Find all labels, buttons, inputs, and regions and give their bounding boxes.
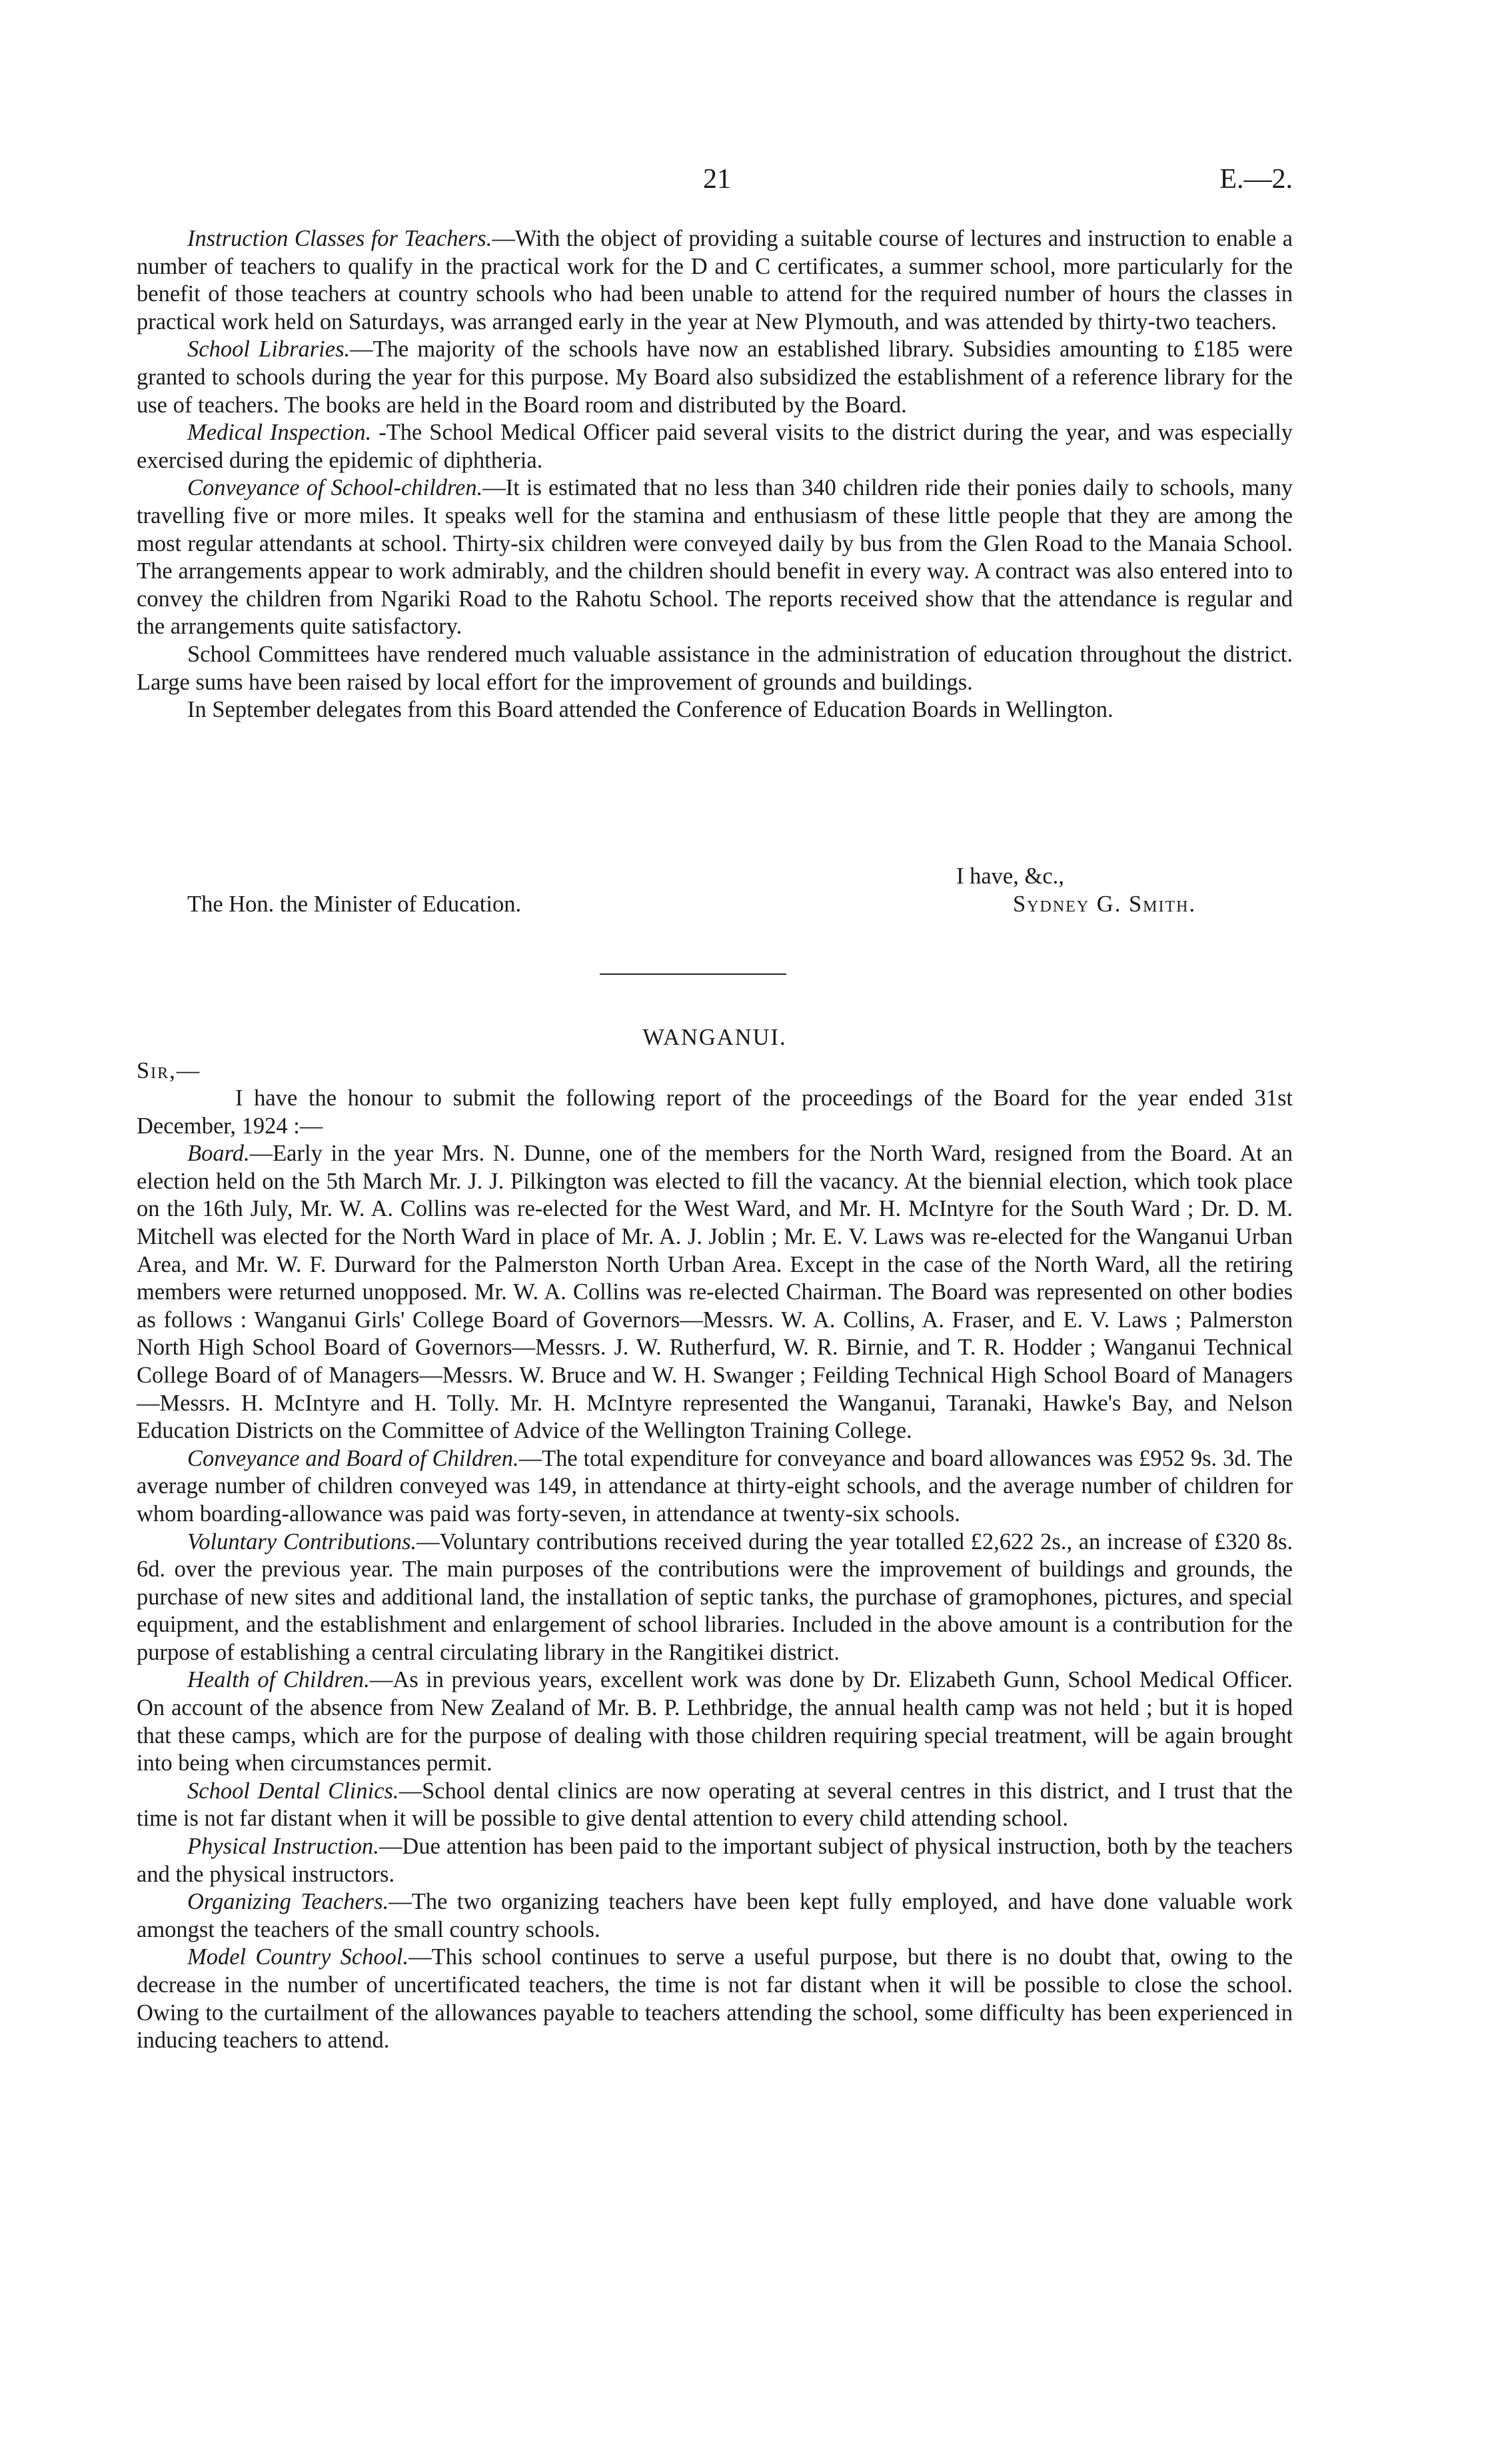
paragraph-text: —The total expenditure for conveyance and board allowances was £952 9s. 3d. The average number of children conveyed was 149, in attendance at thirty-eight schools, and the average number of children for whom boarding-allowance was paid was forty-seven, in attendance at twenty-six schools. xyxy=(137,1445,1293,1527)
paragraph-heading: Organizing Teachers. xyxy=(187,1889,389,1915)
paragraph-text: —It is estimated that no less than 340 children ride their ponies daily to schools, many travelling five or more miles. It speaks well for the stamina and enthusiasm of these little people that they are among the most regular attendants at school. Thirty-six children were conveyed daily by bus from the Glen Road to the Manaia School. The arrangements appear to work admirably, and the children should benefit in every way. A contract was also entered into to convey the children from Ngariki Road to the Rahotu School. The reports received show that the attendance is regular and the arrangements quite satisfactory. xyxy=(137,475,1293,640)
paragraph-board xyxy=(137,1140,1293,1445)
paragraph-heading: Medical Inspection. xyxy=(187,420,372,446)
paragraph-heading: Model Country School. xyxy=(187,1944,409,1970)
paragraph-medical-inspection xyxy=(137,419,1293,474)
paragraph-organizing-teachers xyxy=(137,1888,1293,1944)
paragraph-instruction-classes xyxy=(137,225,1293,336)
paragraph-text: —As in previous years, excellent work was done by Dr. Elizabeth Gunn, School Medical Officer. On account of the absence from New Zealand of Mr. B. P. Lethbridge, the annual health camp was not held ; but it is hoped that these camps, which are for the purpose of dealing with those children requiring special treatment, will be again brought into being when circumstances permit. xyxy=(137,1667,1293,1776)
paragraph-dental-clinics xyxy=(137,1778,1293,1833)
paragraph-text: —The majority of the schools have now an established library. Subsidies amounting to £185 were granted to schools during the year for this purpose. My Board also subsidized the establishment of a reference library for the use of teachers. The books are held in the Board room and distributed by the Board. xyxy=(137,336,1293,418)
paragraph-heading: School Libraries. xyxy=(187,336,351,362)
paragraph-heading: Instruction Classes for Teachers. xyxy=(187,226,492,251)
paragraph-model-country-school xyxy=(137,1944,1293,2054)
wanganui-body xyxy=(137,1085,1293,2055)
page-header xyxy=(137,163,1293,203)
paragraph-text: -The School Medical Officer paid several visits to the district during the year, and was especially exercised during the epidemic of diphtheria. xyxy=(137,420,1293,473)
paragraph-school-libraries xyxy=(137,336,1293,419)
page-number: 21 xyxy=(703,164,731,195)
paragraph-text: —School dental clinics are now operating at several centres in this district, and I trust that the time is not far distant when it will be possible to give dental attention to every child attending school. xyxy=(137,1778,1293,1832)
paragraph-heading: Health of Children. xyxy=(187,1667,370,1693)
section-divider xyxy=(600,973,786,975)
paragraph-text: —This school continues to serve a useful purpose, but there is no doubt that, owing to the decrease in the number of uncertificated teachers, the time is not far distant when it will be possible to close the school. Owing to the curtailment of the allowances payable to teachers attending the school, some difficulty has been experienced in inducing teachers to attend. xyxy=(137,1944,1293,2054)
paragraph-heading: Board. xyxy=(187,1141,250,1167)
paragraph-heading: Physical Instruction. xyxy=(187,1834,379,1860)
paragraph-text: In September delegates from this Board attended the Conference of Education Boards in Wellington. xyxy=(187,697,1114,723)
addressee: The Hon. the Minister of Education. xyxy=(187,892,522,917)
paragraph-heading: School Dental Clinics. xyxy=(187,1778,399,1804)
paragraph-school-committees xyxy=(137,641,1293,696)
paragraph-text: —Voluntary contributions received during the year totalled £2,622 2s., an increase of £320 8s. 6d. over the previous year. The main purposes of the contributions were the improvement of buildings and grounds, the purchase of new sites and additional land, the installation of septic tanks, the purchase of gramophones, pictures, and special equipment, and the establishment and enlargement of school libraries. Included in the above amount is a contribution for the purpose of establishing a central circulating library in the Rangitikei district. xyxy=(137,1529,1293,1665)
intro-paragraph: I have the honour to submit the following report of the proceedings of the Board for the year ended 31st December, 1924 :— xyxy=(137,1085,1293,1139)
paragraph-health-of-children xyxy=(137,1666,1293,1777)
paragraph-text: —The two organizing teachers have been kept fully employed, and have done valuable work amongst the teachers of the small country schools. xyxy=(137,1889,1293,1942)
paragraph-heading: Conveyance of School-children. xyxy=(187,475,483,501)
top-section-body xyxy=(137,225,1293,724)
signature: Sydney G. Smith. xyxy=(1013,892,1197,917)
section-title: WANGANUI. xyxy=(642,1025,787,1050)
paragraph-conveyance xyxy=(137,474,1293,641)
paragraph-text: —Due attention has been paid to the important subject of physical instruction, both by the teachers and the physical instructors. xyxy=(137,1834,1293,1887)
document-reference: E.—2. xyxy=(1219,164,1293,195)
paragraph-conveyance-board xyxy=(137,1445,1293,1529)
paragraph-physical-instruction xyxy=(137,1833,1293,1888)
paragraph-text: School Committees have rendered much valuable assistance in the administration of education throughout the district. Large sums have been raised by local effort for the improvement of grounds and buildings. xyxy=(137,641,1293,695)
paragraph-heading: Voluntary Contributions. xyxy=(187,1529,417,1554)
salutation: Sir,— xyxy=(137,1058,201,1083)
paragraph-conference xyxy=(137,696,1293,724)
closing-line: I have, &c., xyxy=(956,864,1064,889)
paragraph-text: —With the object of providing a suitable course of lectures and instruction to enable a number of teachers to qualify in the practical work for the D and C certificates, a summer school, more particularly for the benefit of those teachers at country schools who had been unable to attend for the required number of hours the classes in practical work held on Saturdays, was arranged early in the year at New Plymouth, and was attended by thirty-two teachers. xyxy=(137,226,1293,334)
paragraph-text: —Early in the year Mrs. N. Dunne, one of the members for the North Ward, resigned from the Board. At an election held on the 5th March Mr. J. J. Pilkington was elected to fill the vacancy. At the biennial election, which took place on the 16th July, Mr. W. A. Collins was re-elected for the West Ward, and Mr. H. McIntyre for the South Ward ; Dr. D. M. Mitchell was elected for the North Ward in place of Mr. A. J. Joblin ; Mr. E. V. Laws was re-elected for the Wanganui Urban Area, and Mr. W. F. Durward for the Palmerston North Urban Area. Except in the case of the North Ward, all the retiring members were returned unopposed. Mr. W. A. Collins was re-elected Chairman. The Board was represented on other bodies as follows : Wanganui Girls' College Board of Governors—Messrs. W. A. Collins, A. Fraser, and E. V. Laws ; Palmerston North High School Board of Governors—Messrs. J. W. Rutherfurd, W. R. Birnie, and T. R. Hodder ; Wanganui Technical College Board of of Managers—Messrs. W. Bruce and W. H. Swanger ; Feilding Technical High School Board of Managers—Messrs. H. McIntyre and H. Tolly. Mr. H. McIntyre represented the Wanganui, Taranaki, Hawke's Bay, and Nelson Education Districts on the Committee of Advice of the Wellington Training College. xyxy=(137,1141,1293,1444)
paragraph-voluntary-contributions xyxy=(137,1529,1293,1667)
paragraph-heading: Conveyance and Board of Children. xyxy=(187,1445,519,1471)
